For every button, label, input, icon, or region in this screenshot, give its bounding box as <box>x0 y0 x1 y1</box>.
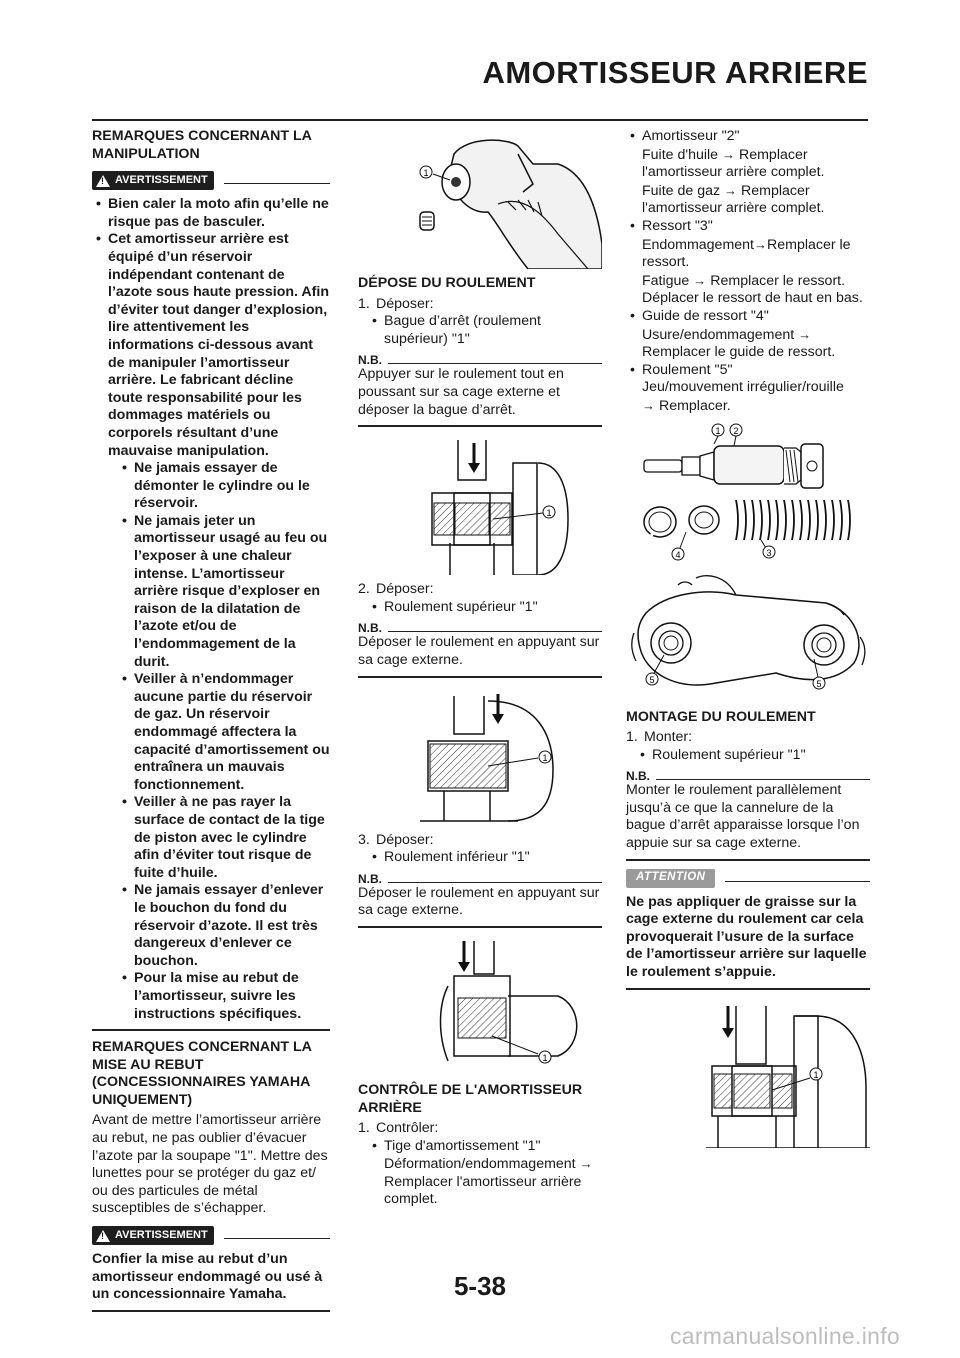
attention-badge: ATTENTION <box>626 869 715 888</box>
list-item: • Roulement inférieur "1" <box>370 849 602 867</box>
bearing-removal-figure-1 <box>358 435 602 575</box>
svg-text:1: 1 <box>813 1069 819 1080</box>
inspect-heading: CONTRÔLE DE L'AMORTISSEUR ARRIÈRE <box>358 1081 583 1116</box>
list-item: • Bague d’arrêt (roulement supérieur) "1" <box>370 313 602 348</box>
list-item: • Cet amortisseur arrière est équipé d’un réservoir indépendant contenant de l’azote sous haute pression. Afin d’éviter tout danger d’explosion, lire attentivement les informations ci-dessous avant de manipuler l’amortisseur arrière. Le fabricant décline toute responsabilité pour les dommages matériels ou corporels résultant d’une mauvaise manipulation. • Ne jamais essayer de démonter le cylindre ou le réservoir. • Ne jamais jeter un amortisseur usagé au feu ou l’exposer à une chaleur intense. L’amortisseur arrière risque d’exploser en raison de la dilatation de l’azote et/ou de l’endommagement de la durit. • Veiller à n’endommager aucune partie du réservoir de gaz. Un réservoir endommagé affectera la capacité d’amortissement ou entraînera un mauvais fonctionnement. • Veiller à ne pas rayer la surface de contact de la tige de piston avec le cylindre afin d’éviter tout risque de fuite d’huile. • Ne jamais essayer d’enlever le bouchon du fond du réservoir d’azote. Il est très dangereux d’enlever ce bouchon. • Pour la mise au rebut de l’amortisseur, suivre les instructions spécifiques. <box>92 231 330 1023</box>
arrow-icon: → <box>722 146 736 162</box>
arrow-icon: → <box>798 326 812 342</box>
nb-header: N.B. <box>358 873 602 885</box>
svg-text:5: 5 <box>816 678 822 689</box>
page-number: 5-38 <box>453 1271 507 1301</box>
list-item: • Roulement supérieur "1" <box>638 747 870 765</box>
handling-heading: REMARQUES CONCERNANT LA MANIPULATION <box>92 128 312 162</box>
svg-text:3: 3 <box>766 547 772 558</box>
column-right: • Amortisseur "2" Fuite d'huile → Remplacer l'amortisseur arrière complet. Fuite de gaz → Remplacer l'amortisseur arrière complet. • Ressort "3" Endommagement→Remplacer le ressort. Fatigue → Remplacer le ressort. Déplacer le ressort de haut en bas. • Guide de ressort "4" Usure/endommagement → Remplacer le guide de ressort. • Roulement "5" Jeu/mouvement irrégulier/rouille → Remplacer. 1 2 4 3 5 5 MONTAGE DU ROULEMENT 1. Monter: • Roulement supérieur "1" N.B. Monter le roulement parallèlement jusqu’à ce que la cannelure de la bague d’arrêt apparaisse lorsque l’on appuie sur sa cage externe. ATTENTION Ne pas appliquer de graisse sur la cage externe du roulement car cela provoquerait l’usure de la surface de l’amortisseur arrière sur laquelle le roulement s’appuie. 1 <box>626 128 870 1154</box>
svg-text:4: 4 <box>675 549 681 560</box>
link-bearing-figure <box>626 573 870 703</box>
warning-triangle-icon: ! <box>96 1230 110 1242</box>
shock-reservoir-figure <box>358 134 602 269</box>
arrow-icon: → <box>642 397 655 413</box>
warning-header-2 <box>92 1226 330 1245</box>
svg-text:5: 5 <box>649 674 655 685</box>
list-item: • Ne jamais jeter un amortisseur usagé au feu ou l’exposer à une chaleur intense. L’amortisseur arrière risque d’exploser en raison de la dilatation de l’azote et/ou de l’endommagement de la durit. <box>120 513 330 671</box>
disposal-text: Avant de mettre l’amortisseur arrière au rebut, ne pas oublier d’évacuer l’azote par la soupape "1". Mettre des lunettes pour se protéger du gaz et/ ou des particules de métal susceptibles de s’échapper. <box>92 1112 328 1217</box>
list-item: • Ne jamais essayer d’enlever le bouchon du fond du réservoir d’azote. Il est très dangereux d’enlever ce bouchon. <box>120 882 330 970</box>
header-rule <box>92 119 868 121</box>
list-item: • Bien caler la moto afin qu’elle ne risque pas de basculer. <box>92 196 330 231</box>
nb-header: N.B. <box>358 354 602 366</box>
arrow-icon: → <box>753 236 767 252</box>
list-item: • Roulement supérieur "1" <box>370 599 602 617</box>
disposal-heading: REMARQUES CONCERNANT LA MISE AU REBUT (CONCESSIONNAIRES YAMAHA UNIQUEMENT) <box>92 1039 312 1108</box>
list-item: • Roulement "5" Jeu/mouvement irrégulier/rouille → Remplacer. <box>626 362 870 416</box>
inspection-list <box>626 128 870 416</box>
nb-header: N.B. <box>626 770 870 782</box>
list-item: • Veiller à n’endommager aucune partie du réservoir de gaz. Un réservoir endommagé affectera la capacité d’amortissement ou entraînera un mauvais fonctionnement. <box>120 671 330 794</box>
svg-text:1: 1 <box>542 752 548 763</box>
watermark: carmanualsonline.info <box>669 1323 900 1349</box>
list-item: • Ressort "3" Endommagement→Remplacer le ressort. Fatigue → Remplacer le ressort. Déplacer le ressort de haut en bas. <box>626 218 870 308</box>
callout-1: 1 <box>423 168 429 178</box>
attention-header <box>626 869 870 888</box>
arrow-icon: → <box>724 182 738 198</box>
nb-header: N.B. <box>358 622 602 634</box>
install-heading: MONTAGE DU ROULEMENT <box>626 708 816 725</box>
list-item: • Tige d'amortissement "1" Déformation/endommagement → Remplacer l'amortisseur arrière complet. <box>370 1138 602 1209</box>
svg-text:1: 1 <box>546 508 552 519</box>
warning-badge: ! AVERTISSEMENT <box>92 171 214 190</box>
warning-header <box>92 171 330 190</box>
list-item: • Veiller à ne pas rayer la surface de contact de la tige de piston avec le cylindre afin d’éviter tout risque de fuite d’huile. <box>120 794 330 882</box>
page-title: AMORTISSEUR ARRIERE <box>482 55 868 90</box>
bearing-install-figure <box>626 998 870 1148</box>
arrow-icon: → <box>579 1156 593 1172</box>
list-item: • Amortisseur "2" Fuite d'huile → Remplacer l'amortisseur arrière complet. Fuite de gaz → Remplacer l'amortisseur arrière complet. <box>626 128 870 218</box>
attention-text: Ne pas appliquer de graisse sur la cage externe du roulement car cela provoquerait l’usure de la surface de l’amortisseur arrière sur laquelle le roulement s’appuie. <box>626 893 867 981</box>
arrow-icon: → <box>693 272 707 288</box>
list-item: • Ne jamais essayer de démonter le cylindre ou le réservoir. <box>120 460 330 513</box>
warning-badge: ! AVERTISSEMENT <box>92 1226 214 1245</box>
nb-text: Déposer le roulement en appuyant sur sa cage externe. <box>358 884 600 919</box>
warning-list <box>92 196 330 1023</box>
column-middle: 1 DÉPOSE DU ROULEMENT 1. Déposer: • Bague d’arrêt (roulement supérieur) "1" N.B. Appuyer sur le roulement tout en poussant sur sa cage externe et déposer la bague d’arrêt. 1 2. Déposer: • Roulement supérieur "1" N.B. Déposer le roulement en appuyant sur sa cage externe. 1 3. Déposer: • Roulement inférieur "1" N.B. Déposer le roulement en appuyant sur sa cage externe. 1 CONTRÔLE DE L'AMORTISSEUR ARRIÈRE 1. Contrôler: • Tige d'amortissement "1" Déformation/endommagement → Remplacer l'amortisseur arrière complet. <box>358 128 602 1209</box>
disposal-warning-text: Confier la mise au rebut d’un amortisseur endommagé ou usé à un concessionnaire Yamaha. <box>92 1251 323 1303</box>
nb-text: Appuyer sur le roulement tout en poussant sur sa cage externe et déposer la bague d’arrêt. <box>358 366 564 418</box>
list-item: • Guide de ressort "4" Usure/endommagement → Remplacer le guide de ressort. <box>626 308 870 362</box>
shock-spring-figure <box>626 422 870 567</box>
nb-text: Déposer le roulement en appuyant sur sa cage externe. <box>358 634 600 668</box>
svg-text:1: 1 <box>542 1052 548 1063</box>
column-left <box>92 128 330 1320</box>
svg-text:1: 1 <box>715 425 721 436</box>
bearing-removal-figure-3 <box>358 936 602 1076</box>
svg-text:2: 2 <box>733 425 739 436</box>
warning-triangle-icon: ! <box>96 175 110 187</box>
nb-text: Monter le roulement parallèlement jusqu’à ce que la cannelure de la bague d’arrêt apparaisse lorsque l’on appuie sur sa cage externe. <box>626 782 860 852</box>
bearing-removal-figure-2 <box>358 686 602 826</box>
list-item: • Pour la mise au rebut de l’amortisseur, suivre les instructions spécifiques. <box>120 970 330 1023</box>
sub-warning-list <box>108 460 330 1023</box>
removal-heading: DÉPOSE DU ROULEMENT <box>358 275 536 291</box>
